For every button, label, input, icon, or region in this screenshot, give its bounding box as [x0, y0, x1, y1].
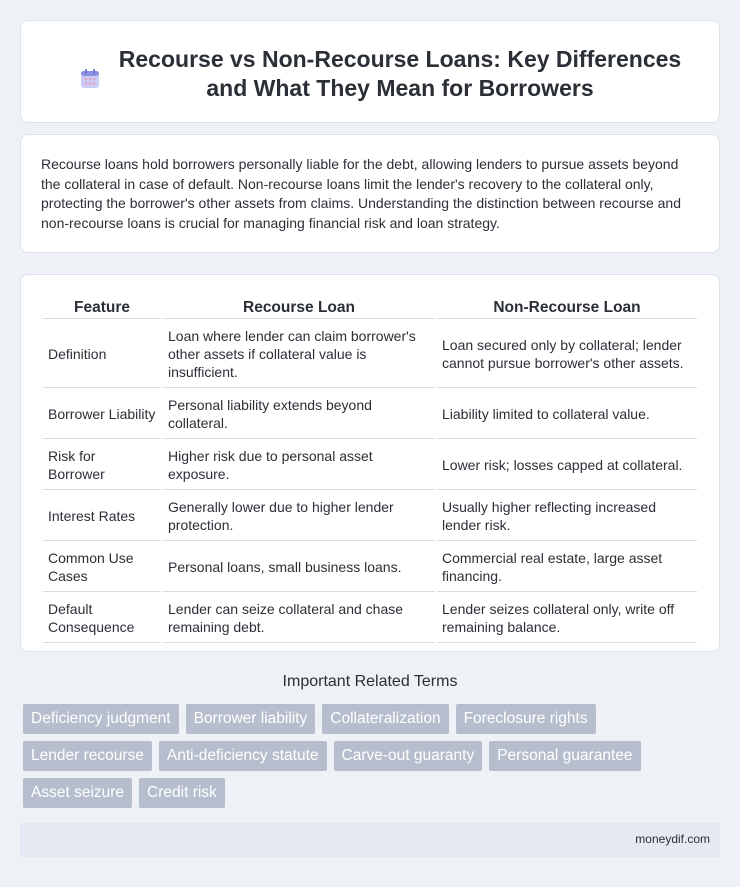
related-term-tag[interactable]: Foreclosure rights — [456, 704, 596, 734]
comparison-card — [20, 274, 720, 652]
related-terms-list — [23, 704, 723, 808]
recourse-cell: Personal loans, small business loans. — [163, 543, 435, 592]
recourse-cell: Generally lower due to higher lender protection. — [163, 492, 435, 541]
page-title: Recourse vs Non-Recourse Loans: Key Differences and What They Mean for Borrowers — [118, 46, 682, 101]
intro-paragraph: Recourse loans hold borrowers personally liable for the debt, allowing lenders to pursue assets beyond the collateral in case of default. Non-recourse loans limit the lender's recovery to the collateral only, protecting the borrower's other assets from claims. Understanding the distinction between recourse and non-recourse loans is crucial for managing financial risk and loan strategy. — [41, 156, 682, 231]
intro-card — [20, 134, 720, 253]
related-term-tag[interactable]: Deficiency judgment — [23, 704, 179, 734]
feature-cell: Borrower Liability — [43, 390, 161, 439]
related-term-tag[interactable]: Lender recourse — [23, 741, 152, 771]
recourse-cell: Lender can seize collateral and chase remaining debt. — [163, 594, 435, 643]
non-recourse-cell: Liability limited to collateral value. — [437, 390, 697, 439]
non-recourse-cell: Lender seizes collateral only, write off remaining balance. — [437, 594, 697, 643]
feature-cell: Common Use Cases — [43, 543, 161, 592]
related-term-tag[interactable]: Carve-out guaranty — [334, 741, 483, 771]
recourse-cell: Loan where lender can claim borrower's other assets if collateral value is insufficient. — [163, 321, 435, 388]
related-term-tag[interactable]: Collateralization — [322, 704, 448, 734]
non-recourse-cell: Commercial real estate, large asset financing. — [437, 543, 697, 592]
feature-cell: Interest Rates — [43, 492, 161, 541]
related-term-tag[interactable]: Borrower liability — [186, 704, 316, 734]
recourse-cell: Higher risk due to personal asset exposure. — [163, 441, 435, 490]
related-term-tag[interactable]: Credit risk — [139, 778, 225, 808]
title-card — [20, 20, 720, 123]
related-term-tag[interactable]: Asset seizure — [23, 778, 132, 808]
non-recourse-cell: Loan secured only by collateral; lender cannot pursue borrower's other assets. — [437, 321, 697, 388]
feature-cell: Default Consequence — [43, 594, 161, 643]
header-recourse-loan: Recourse Loan — [163, 297, 435, 319]
table-row — [43, 441, 697, 490]
feature-cell: Risk for Borrower — [43, 441, 161, 490]
comparison-table — [41, 295, 699, 645]
table-row — [43, 594, 697, 643]
header-non-recourse-loan: Non-Recourse Loan — [437, 297, 697, 319]
table-row — [43, 543, 697, 592]
footer-bar — [20, 823, 720, 857]
related-terms-heading: Important Related Terms — [282, 673, 458, 690]
feature-cell: Definition — [43, 321, 161, 388]
table-row — [43, 492, 697, 541]
table-row — [43, 390, 697, 439]
related-term-tag[interactable]: Anti-deficiency statute — [159, 741, 327, 771]
non-recourse-cell: Lower risk; losses capped at collateral. — [437, 441, 697, 490]
table-row — [43, 321, 697, 388]
calendar-icon — [80, 69, 100, 89]
non-recourse-cell: Usually higher reflecting increased lender risk. — [437, 492, 697, 541]
table-header-row — [43, 297, 697, 319]
related-term-tag[interactable]: Personal guarantee — [489, 741, 640, 771]
recourse-cell: Personal liability extends beyond collateral. — [163, 390, 435, 439]
footer-site-name[interactable]: moneydif.com — [635, 832, 710, 846]
header-feature: Feature — [43, 297, 161, 319]
